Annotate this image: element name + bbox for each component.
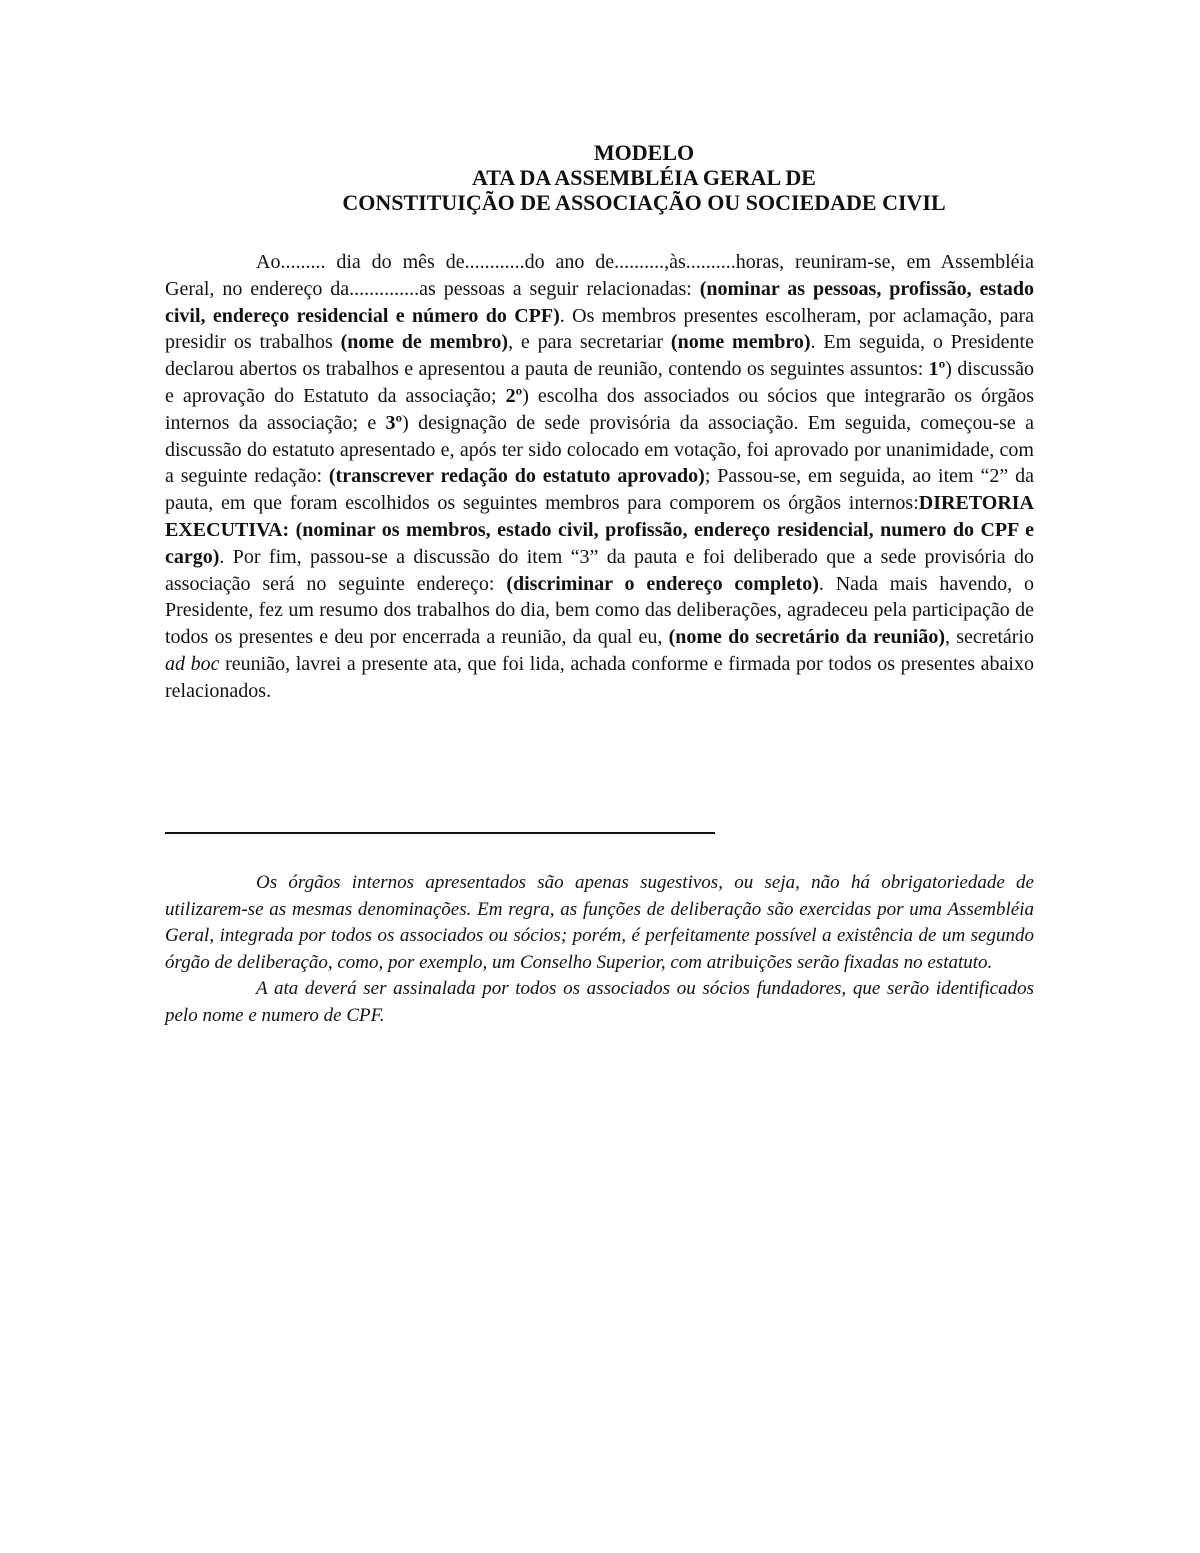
- footnote-divider: [165, 832, 715, 834]
- body-text-segment: . Os membros presentes escolheram, por aclamação, para presidir os trabalhos: [165, 304, 1034, 354]
- minutes-body-paragraph: [165, 249, 1034, 705]
- body-bold-segment: DIRETORIA EXECUTIVA: (nominar os membros, estado civil, profissão, endereço residencial, numero do CPF e cargo): [165, 492, 1034, 568]
- body-bold-segment: (transcrever redação do estatuto aprovado): [328, 465, 705, 488]
- body-text-segment: ) escolha dos associados ou sócios que integrarão os órgãos internos da associação; e: [165, 384, 1034, 434]
- body-text-segment: . Em seguida, o Presidente declarou abertos os trabalhos e apresentou a pauta de reunião, contendo os seguintes assuntos:: [165, 331, 1034, 381]
- heading-line-modelo: MODELO: [593, 140, 695, 165]
- body-text-segment: ; Passou-se, em seguida, ao item “2” da pauta, em que foram escolhidos os seguintes membros para comporem os órgãos internos:: [165, 465, 1034, 515]
- body-bold-segment: (nominar as pessoas, profissão, estado civil, endereço residencial e número do CPF): [165, 277, 1034, 327]
- body-text-segment: Ao......... dia do mês de............do ano de..........,às..........horas, reuniram-se, em Assembléia Geral, no endereço da..............as pessoas a seguir relacionadas:: [165, 251, 1034, 300]
- footnote-paragraph-assinatura: A ata deverá ser assinalada por todos os associados ou sócios fundadores, que serão identificados pelo nome e numero de CPF.: [165, 978, 1034, 1026]
- document-heading: [0, 140, 1200, 215]
- body-text-segment: . Por fim, passou-se a discussão do item “3” da pauta e foi deliberado que a sede provisória do associação será no seguinte endereço:: [165, 545, 1034, 595]
- footnote-notes: [165, 870, 1034, 1029]
- heading-line-constituicao: CONSTITUIÇÃO DE ASSOCIAÇÃO OU SOCIEDADE CIVIL: [342, 190, 946, 215]
- body-bold-segment: 1º: [928, 358, 946, 381]
- body-italic-segment: ad boc: [165, 652, 220, 675]
- body-text-segment: , secretário: [945, 626, 1034, 649]
- body-text-segment: ) discussão e aprovação do Estatuto da associação;: [165, 358, 1034, 407]
- body-bold-segment: (nome do secretário da reunião): [668, 626, 946, 649]
- footnote-paragraph-orgaos: Os órgãos internos apresentados são apenas sugestivos, ou seja, não há obrigatoriedade de utilizarem-se as mesmas denominações. Em regra, as funções de deliberação são exercidas por uma Assembléia Geral, integrada por todos os associados ou sócios; porém, é perfeitamente possível a existência de um segundo órgão de deliberação, como, por exemplo, um Conselho Superior, com atribuições serão fixadas no estatuto.: [165, 872, 1034, 973]
- body-bold-segment: 3º: [385, 411, 403, 434]
- body-bold-segment: (discriminar o endereço completo): [506, 572, 819, 595]
- body-text-segment: , e para secretariar: [508, 331, 671, 354]
- body-bold-segment: (nome membro): [670, 331, 811, 354]
- heading-line-ata: ATA DA ASSEMBLÉIA GERAL DE: [472, 165, 816, 190]
- body-text-segment: . Nada mais havendo, o Presidente, fez um resumo dos trabalhos do dia, bem como das deliberações, agradeceu pela participação de todos os presentes e deu por encerrada a reunião, da qual eu,: [165, 572, 1034, 649]
- body-text-segment: ) designação de sede provisória da associação. Em seguida, começou-se a discussão do estatuto apresentado e, após ter sido colocado em votação, foi aprovado por unanimidade, com a seguinte redação:: [165, 411, 1034, 488]
- body-text-segment: reunião, lavrei a presente ata, que foi lida, achada conforme e firmada por todos os presentes abaixo relacionados.: [165, 652, 1034, 702]
- body-bold-segment: (nome de membro): [340, 331, 509, 354]
- body-bold-segment: 2º: [505, 384, 523, 407]
